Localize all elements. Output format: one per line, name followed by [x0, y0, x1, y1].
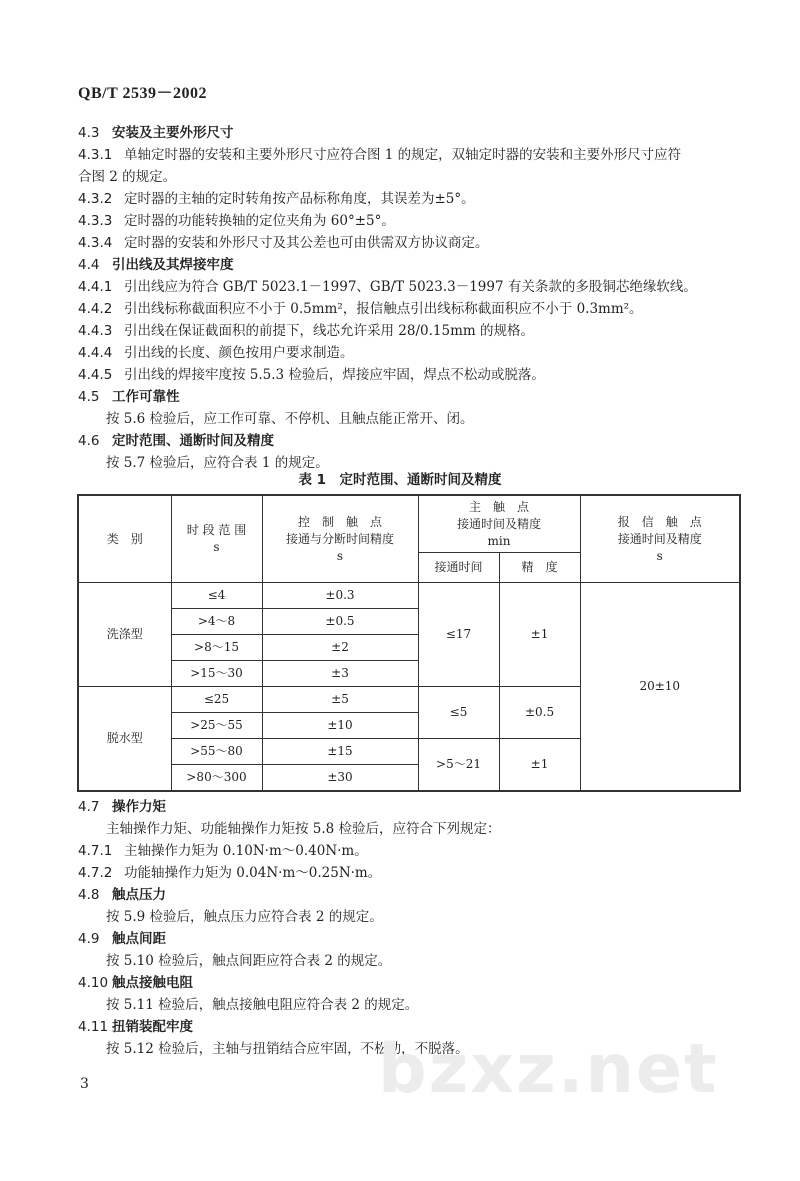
clause-text: 引出线应为符合 GB/T 5023.1－1997、GB/T 5023.3－1997 有关条款的多股铜芯绝缘软线。 [124, 279, 697, 295]
range-cell: >25～55 [171, 713, 262, 739]
clause-number: 4.7 [78, 799, 100, 815]
clause-line [78, 210, 738, 232]
range-cell: >55～80 [171, 739, 262, 765]
clause-number: 4.6 [78, 433, 100, 449]
main-on-time-cell: >5～21 [418, 739, 499, 792]
control-precision-cell: ±3 [262, 661, 418, 687]
main-on-time-cell: ≤5 [418, 687, 499, 739]
clause-line [78, 408, 738, 430]
clause-line [78, 862, 738, 884]
header-range: 时 段 范 围 s [171, 495, 262, 583]
section-heading [78, 430, 738, 452]
clause-line [78, 840, 738, 862]
clause-text: 按 5.9 检验后，触点压力应符合表 2 的规定。 [106, 909, 383, 925]
header-main-contact: 主 触 点 接通时间及精度 min [418, 495, 580, 553]
section-heading [78, 122, 738, 144]
clause-line [78, 818, 738, 840]
clause-text: 按 5.7 检验后，应符合表 1 的规定。 [106, 455, 329, 471]
control-precision-cell: ±10 [262, 713, 418, 739]
clause-text: 按 5.11 检验后，触点接触电阻应符合表 2 的规定。 [106, 997, 419, 1013]
main-precision-cell: ±1 [499, 583, 580, 687]
clause-text: 操作力矩 [112, 799, 166, 815]
clause-number: 4.5 [78, 389, 100, 405]
clause-line [78, 320, 738, 342]
category-cell: 洗涤型 [78, 583, 171, 687]
clause-text: 引出线及其焊接牢度 [112, 257, 234, 273]
range-cell: >80～300 [171, 765, 262, 792]
clause-text: 引出线的焊接牢度按 5.5.3 检验后，焊接应牢固，焊点不松动或脱落。 [124, 367, 545, 383]
clause-number: 4.7.1 [78, 843, 113, 859]
clause-line [78, 166, 738, 188]
clause-text: 功能轴操作力矩为 0.04N·m～0.25N·m。 [124, 865, 382, 881]
clause-line [78, 342, 738, 364]
header-control-contact: 控 制 触 点 接通与分断时间精度 s [262, 495, 418, 583]
clause-text: 定时器的功能转换轴的定位夹角为 60°±5°。 [124, 213, 395, 229]
section-heading [78, 884, 738, 906]
clause-text: 工作可靠性 [112, 389, 180, 405]
clauses-4-3-to-4-6 [78, 122, 738, 474]
section-heading [78, 386, 738, 408]
control-precision-cell: ±5 [262, 687, 418, 713]
main-on-time-cell: ≤17 [418, 583, 499, 687]
clause-number: 4.4.1 [78, 279, 113, 295]
clause-line [78, 188, 738, 210]
clause-text: 触点接触电阻 [112, 975, 193, 991]
page-number: 3 [80, 1076, 89, 1092]
clause-text: 引出线的长度、颜色按用户要求制造。 [124, 345, 354, 361]
clause-text: 引出线标称截面积应不小于 0.5mm²，报信触点引出线标称截面积应不小于 0.3mm²。 [124, 301, 643, 317]
clause-number: 4.4.5 [78, 367, 113, 383]
clause-text: 按 5.12 检验后，主轴与扭销结合应牢固，不松动，不脱落。 [106, 1041, 469, 1057]
clause-text: 主轴操作力矩、功能轴操作力矩按 5.8 检验后，应符合下列规定： [106, 821, 501, 837]
signal-time-cell: 20±10 [580, 583, 740, 792]
clause-text: 定时范围、通断时间及精度 [112, 433, 274, 449]
clause-number: 4.3.1 [78, 147, 113, 163]
section-heading [78, 972, 738, 994]
clause-text: 按 5.6 检验后，应工作可靠、不停机、且触点能正常开、闭。 [106, 411, 474, 427]
clause-number: 4.3 [78, 125, 100, 141]
clauses-4-7-to-4-11 [78, 796, 738, 1060]
control-precision-cell: ±30 [262, 765, 418, 792]
standard-code-header: QB/T 2539－2002 [78, 85, 207, 102]
clause-line [78, 232, 738, 254]
range-cell: ≤25 [171, 687, 262, 713]
range-cell: >4～8 [171, 609, 262, 635]
clause-number: 4.3.4 [78, 235, 113, 251]
section-heading [78, 254, 738, 276]
range-cell: ≤4 [171, 583, 262, 609]
clause-number: 4.4.3 [78, 323, 113, 339]
clause-number: 4.4.2 [78, 301, 113, 317]
clause-text: 触点间距 [112, 931, 166, 947]
header-main-on-time: 接通时间 [418, 553, 499, 583]
clause-text: 引出线在保证截面积的前提下，线芯允许采用 28/0.15mm 的规格。 [124, 323, 534, 339]
clause-number: 4.9 [78, 931, 100, 947]
clause-text: 定时器的主轴的定时转角按产品标称角度，其误差为±5°。 [124, 191, 475, 207]
clause-text: 触点压力 [112, 887, 166, 903]
header-category: 类 别 [78, 495, 171, 583]
clause-number: 4.8 [78, 887, 100, 903]
clause-text: 扭销装配牢度 [112, 1019, 193, 1035]
clause-line [78, 364, 738, 386]
clause-number: 4.3.2 [78, 191, 113, 207]
clause-number: 4.3.3 [78, 213, 113, 229]
header-signal-contact: 报 信 触 点 接通时间及精度 s [580, 495, 740, 583]
clause-number: 4.11 [78, 1019, 109, 1035]
clause-text: 合图 2 的规定。 [78, 169, 177, 185]
clause-text: 按 5.10 检验后，触点间距应符合表 2 的规定。 [106, 953, 392, 969]
range-cell: >8～15 [171, 635, 262, 661]
section-heading [78, 796, 738, 818]
category-cell: 脱水型 [78, 687, 171, 792]
clause-number: 4.4 [78, 257, 100, 273]
clause-text: 安装及主要外形尺寸 [112, 125, 234, 141]
clause-text: 单轴定时器的安装和主要外形尺寸应符合图 1 的规定，双轴定时器的安装和主要外形尺寸应符 [124, 147, 682, 163]
clause-number: 4.4.4 [78, 345, 113, 361]
header-main-precision: 精 度 [499, 553, 580, 583]
table-row [78, 583, 740, 609]
table-1-timing-range [77, 494, 741, 792]
main-precision-cell: ±0.5 [499, 687, 580, 739]
clause-line [78, 950, 738, 972]
table-caption: 表 1 定时范围、通断时间及精度 [298, 472, 502, 488]
range-cell: >15～30 [171, 661, 262, 687]
control-precision-cell: ±2 [262, 635, 418, 661]
clause-line [78, 276, 738, 298]
main-precision-cell: ±1 [499, 739, 580, 792]
section-heading [78, 928, 738, 950]
clause-line [78, 144, 738, 166]
control-precision-cell: ±0.5 [262, 609, 418, 635]
clause-line [78, 298, 738, 320]
clause-number: 4.10 [78, 975, 109, 991]
clause-line [78, 906, 738, 928]
control-precision-cell: ±15 [262, 739, 418, 765]
watermark-text: bzxz.net [378, 1030, 719, 1109]
clause-line [78, 994, 738, 1016]
clause-number: 4.7.2 [78, 865, 113, 881]
clause-text: 定时器的安装和外形尺寸及其公差也可由供需双方协议商定。 [124, 235, 489, 251]
control-precision-cell: ±0.3 [262, 583, 418, 609]
clause-text: 主轴操作力矩为 0.10N·m～0.40N·m。 [124, 843, 368, 859]
